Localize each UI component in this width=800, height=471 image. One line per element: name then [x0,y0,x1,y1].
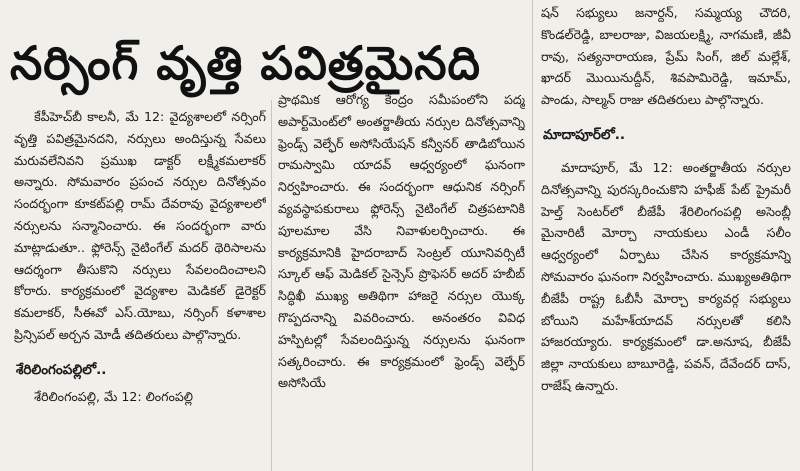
article-paragraph: కేపీహెచ్‌బీ కాలనీ, మే 12: వైద్యశాలలో నర్సింగ్‌ వృత్తి పవిత్రమైనదని, నర్సులు అందిస్తున్న సేవలు మరువలేనివని ప్రముఖ డాక్టర్‌ లక్ష్మీకమలాకర్‌ అన్నారు. సోమవారం ప్రపంచ నర్సుల దినోత్సవం సందర్భంగా కూకట్‌పల్లి రామ్‌ దేవరావు వైద్యశాలలో నర్సులను సన్మానించారు. ఈ సందర్భంగా వారు మాట్లాడుతూ.. ఫ్లోరెన్స్‌ నైటింగేల్‌ మదర్‌ థెరిసాలను ఆదర్శంగా తీసుకొని నర్సులు సేవలందించాలని కోరారు. కార్యక్రమంలో వైద్యశాల మెడికల్‌ డైరెక్టర్‌ కమలాకర్‌, సీఈవో ఎస్‌.యోబు, నర్సింగ్‌ కళాశాల ప్రిన్సిపల్‌ అర్చన మోడీ తదితరులు పాల్గొన్నారు. [14,109,266,342]
article-paragraph: శేరిలింగంపల్లి, మే 12: లింగంపల్లి [34,388,194,404]
column-divider [271,100,272,471]
article-paragraph: షన్‌ సభ్యులు జనార్దన్‌, సమ్మయ్య చౌదరి, కొండల్‌రెడ్డి, బాలరాజు, విజయలక్ష్మి, నాగమణి, జీవీ రావు, సత్యనారాయణ, ప్రేమ్‌ సింగ్‌, జిల్‌ మల్లేశ్‌, ఖాదర్‌ మొయినుద్దీన్‌, శివపామిరెడ్డి, ఇమామ్‌, పాండు, సాల్మన్‌ రాజు తదితరులు పాల్గొన్నారు. [541,5,791,108]
headline: నర్సింగ్‌ వృత్తి పవిత్రమైనది [10,36,482,90]
article-column-1 [14,106,266,471]
column-divider [532,0,533,471]
section-subhead: శేరిలింగంపల్లిలో.. [16,361,107,378]
article-paragraph: మాదాపూర్‌, మే 12: అంతర్జాతీయ నర్సుల దినోత్సవాన్ని పురస్కరించుకొని హఫీజ్‌ పేట్‌ ప్రైమరీ హెల్త్‌ సెంటర్‌లో బీజేపీ శేరిలింగంపల్లి అసెంబ్లీ మైనారిటీ మోర్చా నాయకులు ఎండీ సలీం ఆధ్వర్యంలో ఏర్పాటు చేసిన కార్యక్రమాన్ని సోమవారం ఘనంగా నిర్వహించారు. ముఖ్యఅతిథిగా బీజేపీ రాష్ట్ర ఓబీసీ మోర్చా కార్యవర్గ సభ్యులు బోయిని మహేశ్‌యాదవ్‌ నర్సులతో కలిసి హాజరయ్యారు. కార్యక్రమంలో డా.అనూష, బీజేపీ జిల్లా నాయకులు బాబూరెడ్డి, పవన్‌, దేవేందర్‌ దాస్‌, రాజేష్‌ ఉన్నారు. [541,159,791,393]
section-subhead: మాదాపూర్‌లో.. [543,126,626,143]
article-column-3 [541,2,791,471]
article-column-2 [278,89,525,471]
article-paragraph: ప్రాథమిక ఆరోగ్య కేంద్రం సమీపంలోని పద్మ అపార్ట్‌మెంట్‌లో అంతర్జాతీయ నర్సుల దినోత్సవాన్ని ఫ్రెండ్స్‌ వెల్ఫేర్‌ అసోసియేషన్‌ కన్వీనర్‌ తాడిబోయిన రామస్వామి యాదవ్‌ ఆధ్వర్యంలో ఘనంగా నిర్వహించారు. ఈ సందర్భంగా ఆధునిక నర్సింగ్‌ వ్యవస్థాపకురాలు ఫ్లోరెన్స్‌ నైటింగేల్‌ చిత్రపటానికి పూలమాల వేసి నివాళులర్పించారు. ఈ కార్యక్రమానికి హైదరాబాద్‌ సెంట్రల్‌ యూనివర్సిటీ స్కూల్‌ ఆఫ్‌ మెడికల్‌ సైన్సెస్‌ ప్రొఫెసర్‌ అదర్‌ హబీబ్‌ సిద్ధిఖీ ముఖ్య అతిథిగా హాజరై నర్సుల యొక్క గొప్పదనాన్ని వివరించారు. అనంతరం వివిధ హస్పిటల్లో సేవలందిస్తున్న నర్సులను ఘనంగా సత్కరించారు. ఈ కార్యక్రమంలో ఫ్రెండ్స్‌ వెల్ఫేర్‌ అసోసియే [278,92,525,391]
